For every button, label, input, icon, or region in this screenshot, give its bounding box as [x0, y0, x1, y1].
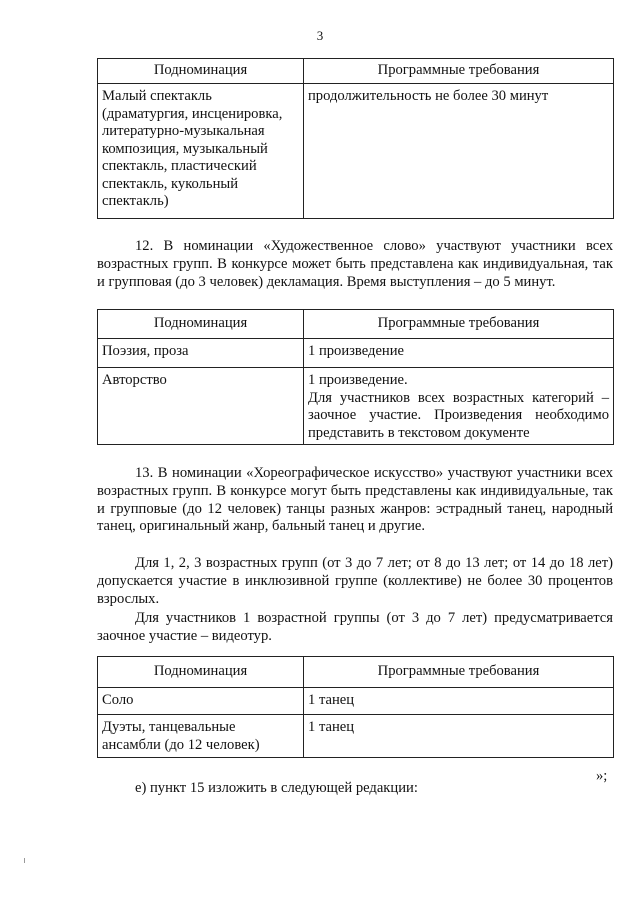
table-header-row	[98, 310, 614, 339]
table-cell: 1 танец	[304, 688, 614, 715]
table-cell: Соло	[98, 688, 304, 715]
table-cell: Малый спектакль (драматургия, инсценировка, литературно-музыкальная композиция, музыкальный спектакль, пластический спектакль, кукольный спектакль)	[98, 84, 304, 219]
margin-mark	[24, 858, 25, 863]
table-choreography	[97, 656, 614, 758]
table-row	[98, 368, 614, 445]
table-row	[98, 688, 614, 715]
table-cell: Авторство	[98, 368, 304, 445]
table-cell: 1 произведение. Для участников всех возрастных категорий – заочное участие. Произведения необходимо представить в текстовом документе	[304, 368, 614, 445]
table-theatre	[97, 58, 614, 219]
column-header: Программные требования	[304, 657, 614, 688]
closing-quote: »;	[596, 768, 608, 784]
column-header: Подноминация	[98, 310, 304, 339]
column-header: Подноминация	[98, 657, 304, 688]
table-row	[98, 715, 614, 758]
paragraph-13-video-tour: Для участников 1 возрастной группы (от 3 до 7 лет) предусматривается заочное участие – видеотур.	[97, 610, 613, 644]
table-cell: продолжительность не более 30 минут	[304, 84, 614, 219]
column-header: Программные требования	[304, 59, 614, 84]
table-row	[98, 339, 614, 368]
table-cell: Поэзия, проза	[98, 339, 304, 368]
column-header: Программные требования	[304, 310, 614, 339]
amendment-instruction: е) пункт 15 изложить в следующей редакции:	[135, 780, 418, 796]
paragraph-13: 13. В номинации «Хореографическое искусство» участвуют участники всех возрастных групп. В конкурсе могут быть представлены как индивидуальные, так и групповые (до 12 человек) танцы разных жанров: эстрадный танец, народный танец, оригинальный жанр, бальный танец и другие.	[97, 465, 613, 535]
page-number: 3	[316, 28, 324, 43]
paragraph-12: 12. В номинации «Художественное слово» участвуют участники всех возрастных групп. В конкурсе может быть представлена как индивидуальная, так и групповая (до 3 человек) декламация. Время выступления – до 5 минут.	[97, 238, 613, 290]
table-artistic-word	[97, 309, 614, 445]
table-header-row	[98, 59, 614, 84]
table-cell: 1 танец	[304, 715, 614, 758]
table-cell: 1 произведение	[304, 339, 614, 368]
table-header-row	[98, 657, 614, 688]
table-row	[98, 84, 614, 219]
table-cell: Дуэты, танцевальные ансамбли (до 12 человек)	[98, 715, 304, 758]
paragraph-13-age-groups: Для 1, 2, 3 возрастных групп (от 3 до 7 лет; от 8 до 13 лет; от 14 до 18 лет) допускается участие в инклюзивной группе (коллективе) не более 30 процентов взрослых.	[97, 555, 613, 607]
column-header: Подноминация	[98, 59, 304, 84]
